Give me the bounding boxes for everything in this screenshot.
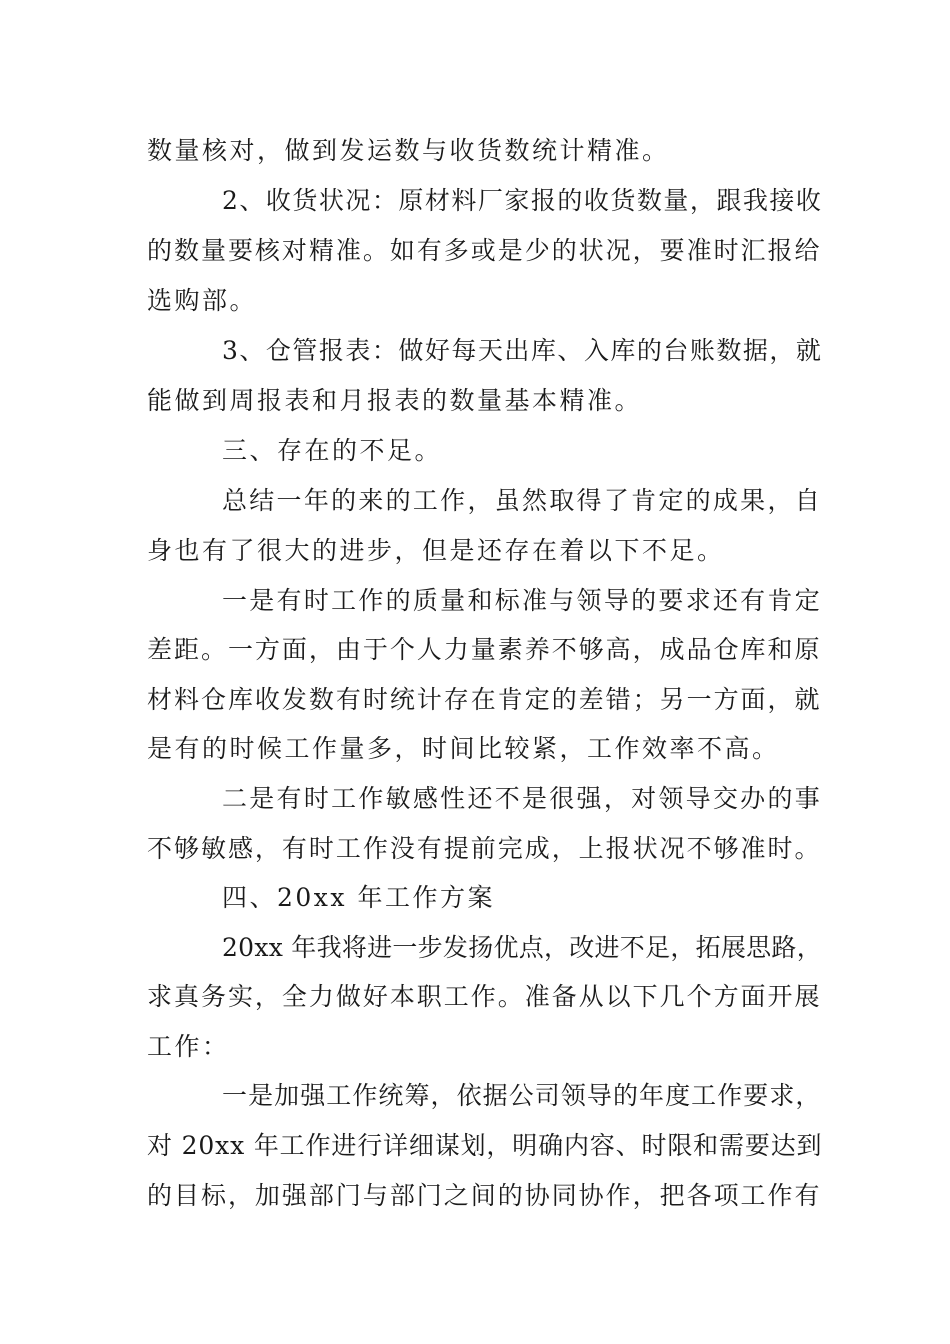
text-line: 求真务实，全力做好本职工作。准备从以下几个方面开展 (147, 982, 822, 1011)
text-line: 数量核对，做到发运数与收货数统计精准。 (147, 136, 670, 165)
text-line: 一是加强工作统筹，依据公司领导的年度工作要求， (222, 1081, 822, 1110)
text-line: 的目标，加强部门与部门之间的协同协作，把各项工作有 (147, 1181, 822, 1210)
text-line: 工作： (147, 1032, 230, 1061)
text-line: 3、仓管报表：做好每天出库、入库的台账数据，就 (222, 336, 823, 365)
text-line: 材料仓库收发数有时统计存在肯定的差错；另一方面，就 (147, 685, 822, 714)
text-line: 能做到周报表和月报表的数量基本精准。 (147, 386, 643, 415)
text-line: 一是有时工作的质量和标准与领导的要求还有肯定 (222, 586, 823, 615)
section-heading: 三、存在的不足。 (222, 436, 443, 465)
text-line: 差距。一方面，由于个人力量素养不够高，成品仓库和原 (147, 635, 822, 664)
text-line: 身也有了很大的进步，但是还存在着以下不足。 (147, 536, 725, 565)
text-line: 是有的时候工作量多，时间比较紧，工作效率不高。 (147, 734, 780, 763)
text-line: 的数量要核对精准。如有多或是少的状况，要准时汇报给 (147, 236, 822, 265)
text-line: 20xx 年我将进一步发扬优点，改进不足，拓展思路， (222, 933, 822, 962)
text-line: 总结一年的来的工作，虽然取得了肯定的成果，自 (222, 486, 823, 515)
section-heading: 四、20xx 年工作方案 (222, 883, 495, 912)
text-line: 选购部。 (147, 286, 258, 315)
text-line: 二是有时工作敏感性还不是很强，对领导交办的事 (222, 784, 823, 813)
text-line: 不够敏感，有时工作没有提前完成，上报状况不够准时。 (147, 834, 822, 863)
text-line: 对 20xx 年工作进行详细谋划，明确内容、时限和需要达到 (147, 1131, 823, 1160)
text-line: 2、收货状况：原材料厂家报的收货数量，跟我接收 (222, 186, 823, 215)
